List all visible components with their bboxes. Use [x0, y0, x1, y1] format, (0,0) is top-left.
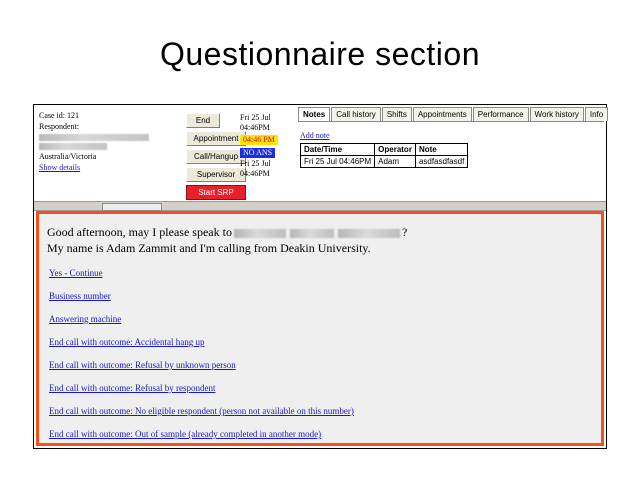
status-date: Fri 25 Jul: [240, 113, 271, 122]
case-location: Australia/Victoria: [39, 152, 97, 161]
redacted-name-part-3: [338, 229, 400, 238]
status-badge-time: 04:46 PM: [240, 135, 278, 145]
option-refusal-unknown-person[interactable]: End call with outcome: Refusal by unknown person: [49, 360, 236, 370]
option-refusal-by-respondent[interactable]: End call with outcome: Refusal by respondent: [49, 383, 216, 393]
application-screenshot: [33, 104, 607, 449]
respondent-label: Respondent:: [39, 122, 79, 131]
option-out-of-sample[interactable]: End call with outcome: Out of sample (already completed in another mode): [49, 429, 322, 439]
questionnaire-script-area: [36, 211, 604, 446]
notes-table: [300, 143, 468, 168]
cell-operator: Adam: [375, 156, 416, 168]
redacted-respondent-name: [39, 134, 149, 141]
status-time: 04:46PM: [240, 123, 270, 132]
option-answering-machine[interactable]: Answering machine: [49, 314, 122, 324]
greeting-line-2: My name is Adam Zammit and I'm calling from Deakin University.: [47, 241, 371, 255]
script-greeting: [47, 224, 593, 256]
redacted-name-part-1: [234, 229, 286, 238]
case-id-label: Case id: 121: [39, 111, 79, 120]
option-yes-continue[interactable]: Yes - Continue: [49, 268, 103, 278]
greeting-line-1-prefix: Good afternoon, may I please speak to: [47, 225, 232, 239]
table-row: [301, 156, 468, 168]
horizontal-scrollbar[interactable]: [34, 202, 606, 211]
add-note-link[interactable]: Add note: [300, 131, 330, 140]
status-column: [240, 113, 292, 179]
end-button[interactable]: End: [186, 113, 220, 128]
call-hangup-button[interactable]: Call/Hangup: [186, 149, 246, 164]
redacted-name-part-2: [290, 229, 334, 238]
notes-panel: [298, 107, 604, 199]
tab-appointments[interactable]: Appointments: [413, 107, 472, 121]
option-accidental-hangup[interactable]: End call with outcome: Accidental hang up: [49, 337, 205, 347]
tab-performance[interactable]: Performance: [473, 107, 529, 121]
tab-shifts[interactable]: Shifts: [382, 107, 412, 121]
scrollbar-thumb[interactable]: [102, 203, 162, 211]
cell-datetime: Fri 25 Jul 04:46PM: [301, 156, 375, 168]
start-srp-button[interactable]: Start SRP: [186, 185, 246, 200]
redacted-respondent-detail: [39, 143, 107, 150]
tab-call-history[interactable]: Call history: [331, 107, 381, 121]
case-info-block: [39, 110, 149, 173]
tab-info[interactable]: Info: [585, 107, 608, 121]
tab-notes[interactable]: Notes: [298, 107, 330, 121]
greeting-line-1-suffix: ?: [401, 225, 408, 239]
status-badge-outcome: NO ANS: [240, 148, 275, 158]
option-no-eligible-respondent[interactable]: End call with outcome: No eligible respondent (person not available on this number): [49, 406, 354, 416]
tab-bar: [298, 107, 604, 121]
table-header-row: [301, 144, 468, 156]
cell-note: asdfasdfasdf: [415, 156, 467, 168]
show-details-link[interactable]: Show details: [39, 163, 81, 172]
option-business-number[interactable]: Business number: [49, 291, 111, 301]
page-title: Questionnaire section: [159, 36, 480, 72]
top-pane: [34, 105, 606, 202]
action-button-column: [186, 113, 246, 203]
supervisor-button[interactable]: Supervisor: [186, 167, 246, 182]
notes-body: [298, 121, 604, 168]
status-time-2: 04:46PM: [240, 169, 270, 178]
column-header-note: Note: [415, 144, 467, 156]
column-header-datetime: Date/Time: [301, 144, 375, 156]
column-header-operator: Operator: [375, 144, 416, 156]
status-date-2: Fri 25 Jul: [240, 159, 271, 168]
tab-work-history[interactable]: Work history: [530, 107, 584, 121]
appointment-button[interactable]: Appointment: [186, 131, 246, 146]
